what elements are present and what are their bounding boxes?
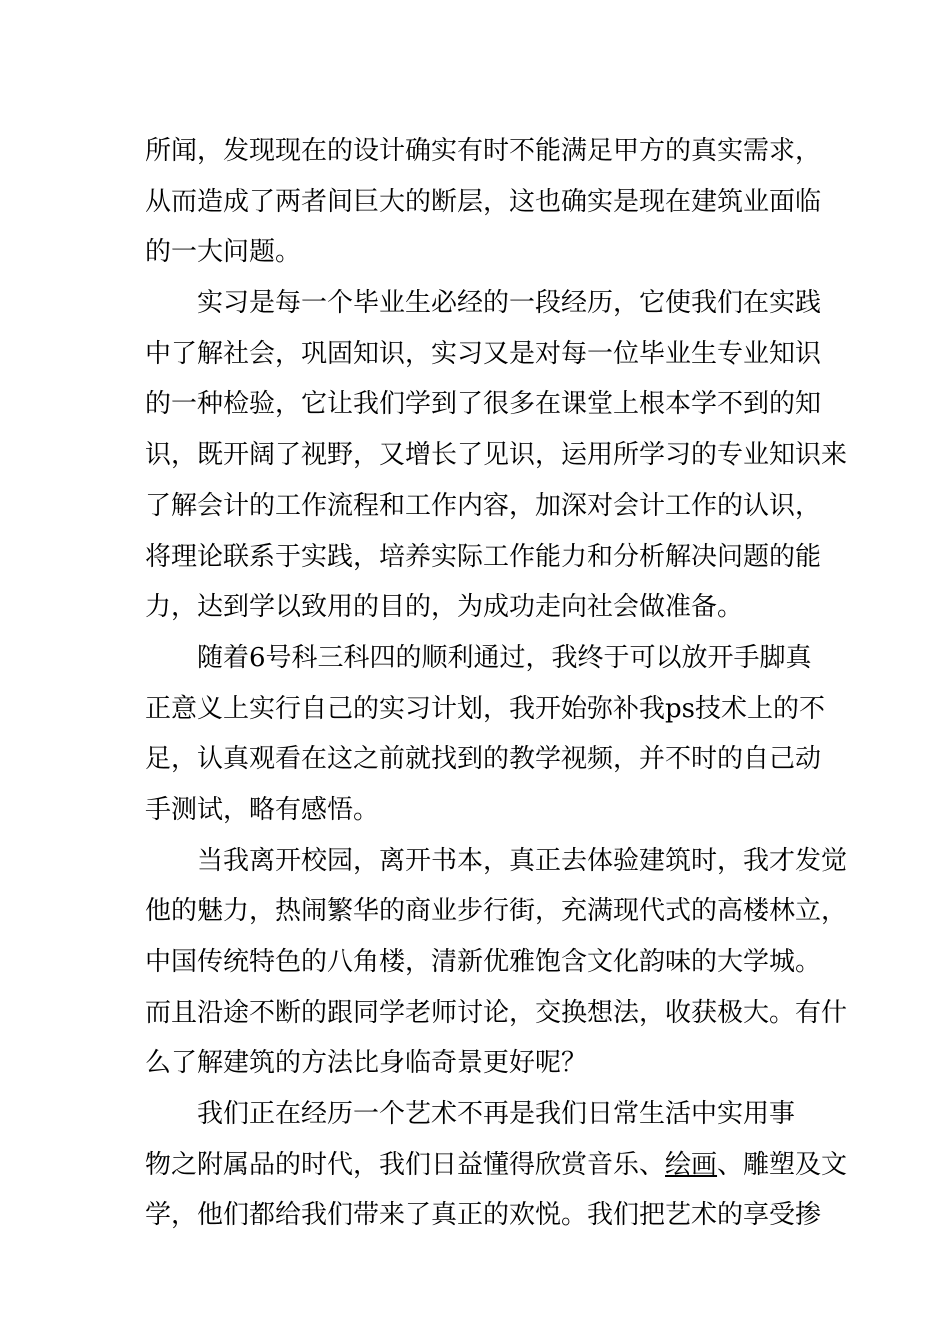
- document-body: [145, 126, 848, 1241]
- paragraph-line: 力，达到学以致用的目的，为成功走向社会做准备。: [145, 592, 744, 623]
- paragraph-line: 中了解社会，巩固知识，实习又是对每一位毕业生专业知识: [145, 338, 822, 369]
- paragraph-line: 当我离开校园，离开书本，真正去体验建筑时，我才发觉: [197, 845, 848, 876]
- paragraph-line: 么了解建筑的方法比身临奇景更好呢？: [145, 1048, 588, 1079]
- paragraph-line: 学，他们都给我们带来了真正的欢悦。我们把艺术的享受掺: [145, 1200, 822, 1231]
- paragraph-line: 而且沿途不断的跟同学老师讨论，交换想法，收获极大。有什: [145, 997, 848, 1028]
- paragraph-line: 将理论联系于实践，培养实际工作能力和分析解决问题的能: [145, 541, 822, 572]
- paragraph-2: [145, 278, 848, 633]
- paragraph-line: 实习是每一个毕业生必经的一段经历，它使我们在实践: [197, 288, 822, 319]
- paragraph-line: 了解会计的工作流程和工作内容，加深对会计工作的认识，: [145, 490, 822, 521]
- paragraph-line: 的一大问题。: [145, 237, 302, 268]
- paragraph-3: [145, 633, 825, 836]
- paragraph-line: 识，既开阔了视野，又增长了见识，运用所学习的专业知识来: [145, 440, 848, 471]
- paragraph-line-segment: 物之附属品的时代，我们日益懂得欣赏音乐、: [145, 1149, 666, 1180]
- paragraph-line: 足，认真观看在这之前就找到的教学视频，并不时的自己动: [145, 744, 822, 775]
- paragraph-line: 手测试，略有感悟。: [145, 794, 380, 825]
- paragraph-line: 中国传统特色的八角楼，清新优雅饱含文化韵味的大学城。: [145, 947, 822, 977]
- paragraph-line: 所闻，发现现在的设计确实有时不能满足甲方的真实需求，: [145, 136, 822, 166]
- paragraph-line-with-link: [145, 1140, 848, 1191]
- paragraph-line: 随着6号科三科四的顺利通过，我终于可以放开手脚真: [197, 642, 812, 673]
- paragraph-line: 的一种检验，它让我们学到了很多在课堂上根本学不到的知: [145, 389, 822, 420]
- paragraph-1: [145, 126, 822, 278]
- paragraph-4: [145, 836, 848, 1089]
- painting-link[interactable]: 绘画: [665, 1149, 718, 1180]
- paragraph-line: 我们正在经历一个艺术不再是我们日常生活中实用事: [197, 1099, 796, 1130]
- paragraph-line: 正意义上实行自己的实习计划，我开始弥补我ps技术上的不: [145, 693, 825, 724]
- paragraph-5: [145, 1089, 848, 1241]
- paragraph-line-segment: 、雕塑及文: [717, 1149, 848, 1180]
- paragraph-line: 从而造成了两者间巨大的断层，这也确实是现在建筑业面临: [145, 186, 822, 217]
- paragraph-line: 他的魅力，热闹繁华的商业步行街，充满现代式的高楼林立，: [145, 896, 848, 927]
